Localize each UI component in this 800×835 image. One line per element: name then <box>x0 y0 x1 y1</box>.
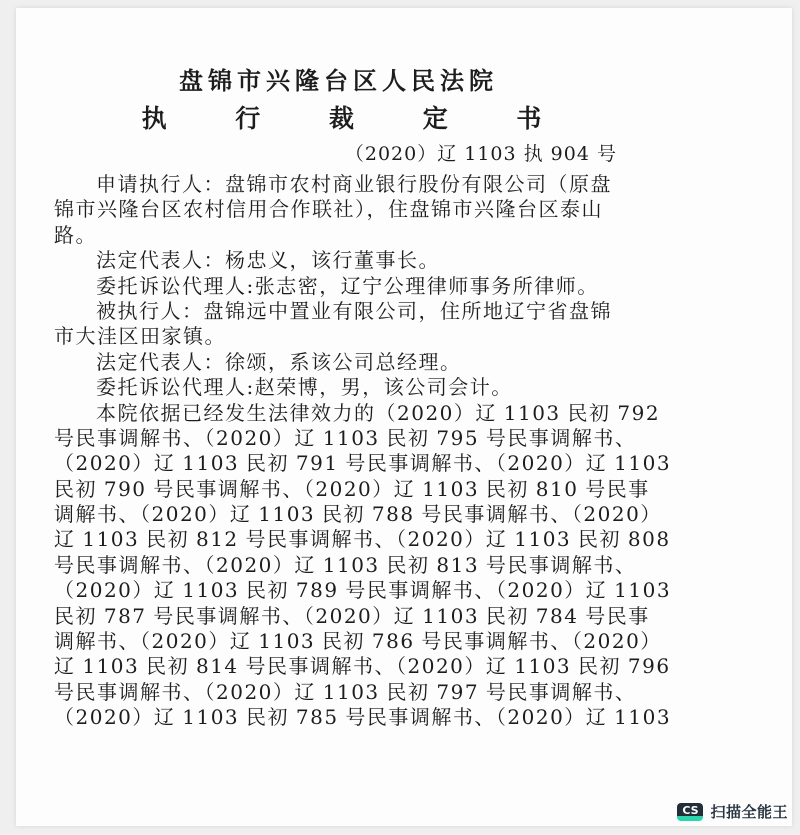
body-line: 调解书、（2020）辽 1103 民初 786 号民事调解书、（2020） <box>54 629 662 654</box>
camscanner-watermark <box>677 801 788 822</box>
body-line: 法定代表人：徐颂，系该公司总经理。 <box>96 349 462 374</box>
body-line: 辽 1103 民初 814 号民事调解书、（2020）辽 1103 民初 796 <box>54 654 671 679</box>
body-line: 民初 790 号民事调解书、（2020）辽 1103 民初 810 号民事 <box>54 476 650 501</box>
body-line: 委托诉讼代理人:张志密，辽宁公理律师事务所律师。 <box>96 273 599 298</box>
body-line: 辽 1103 民初 812 号民事调解书、（2020）辽 1103 民初 808 <box>54 527 671 552</box>
camscanner-label: 扫描全能王 <box>710 803 788 821</box>
body-line: （2020）辽 1103 民初 789 号民事调解书、（2020）辽 1103 <box>54 578 672 603</box>
body-line: （2020）辽 1103 民初 785 号民事调解书、（2020）辽 1103 <box>54 705 672 730</box>
document-body <box>54 172 672 731</box>
case-number: （2020）辽 1103 执 904 号 <box>344 143 617 165</box>
body-line: 调解书、（2020）辽 1103 民初 788 号民事调解书、（2020） <box>54 502 662 527</box>
court-name-heading: 盘锦市兴隆台区人民法院 <box>179 66 498 95</box>
body-line: 申请执行人：盘锦市农村商业银行股份有限公司（原盘 <box>96 172 612 196</box>
camscanner-badge-text: CS <box>682 804 699 817</box>
body-line: 被执行人：盘锦远中置业有限公司，住所地辽宁省盘锦 <box>96 298 612 323</box>
body-line: 锦市兴隆台区农村信用合作联社），住盘锦市兴隆台区泰山 <box>54 197 603 222</box>
body-line: 号民事调解书、（2020）辽 1103 民初 797 号民事调解书、 <box>54 679 637 704</box>
body-line: 号民事调解书、（2020）辽 1103 民初 813 号民事调解书、 <box>54 552 637 577</box>
document-title: 执 行 裁 定 书 <box>141 104 572 133</box>
body-line: （2020）辽 1103 民初 791 号民事调解书、（2020）辽 1103 <box>54 451 672 476</box>
document-page <box>16 8 792 826</box>
camscanner-icon <box>677 803 703 821</box>
body-line: 号民事调解书、（2020）辽 1103 民初 795 号民事调解书、 <box>54 425 637 450</box>
body-line: 委托诉讼代理人:赵荣博，男，该公司会计。 <box>96 375 513 400</box>
body-line: 市大洼区田家镇。 <box>54 324 226 349</box>
body-line: 本院依据已经发生法律效力的（2020）辽 1103 民初 792 <box>96 400 661 425</box>
body-line: 路。 <box>54 222 97 247</box>
body-line: 民初 787 号民事调解书、（2020）辽 1103 民初 784 号民事 <box>54 603 650 628</box>
body-line: 法定代表人：杨忠义，该行董事长。 <box>96 248 440 273</box>
document-content <box>16 66 672 731</box>
